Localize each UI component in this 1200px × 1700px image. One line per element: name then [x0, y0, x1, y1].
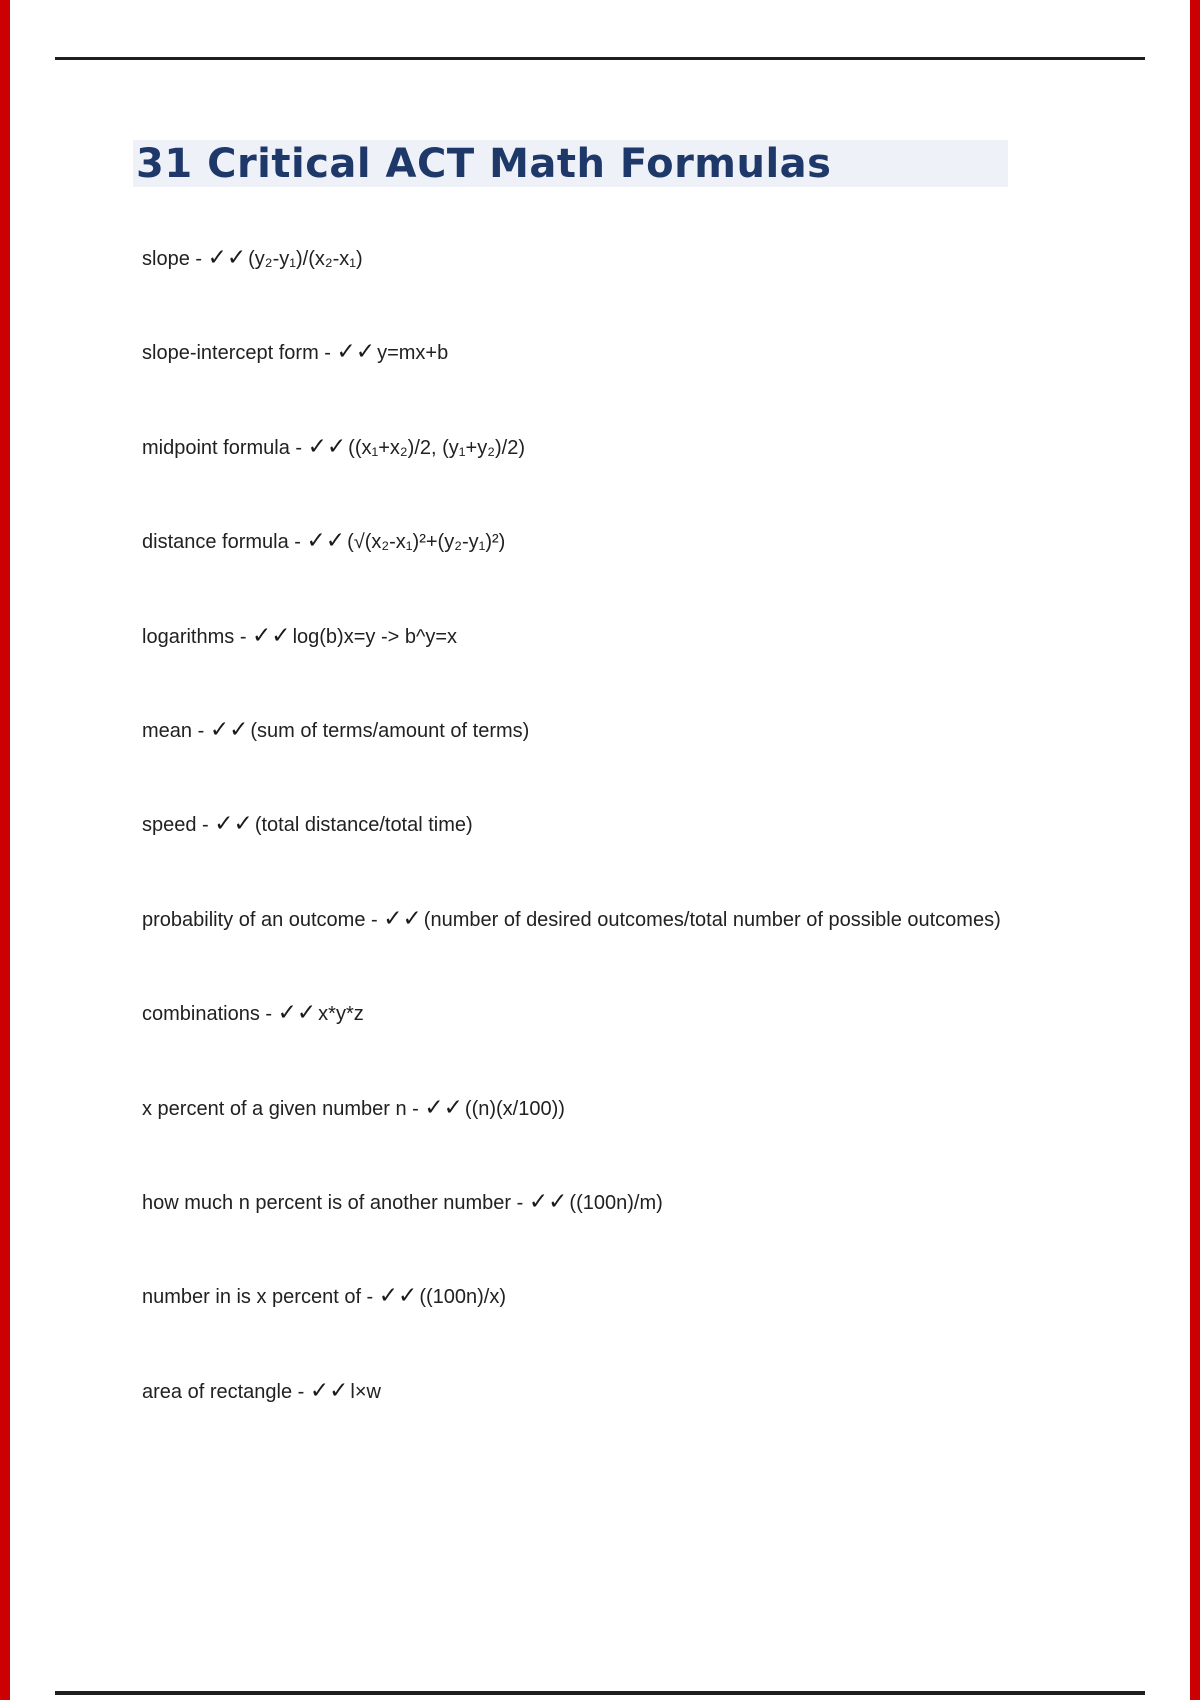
checkmark-icons: ✓✓: [378, 1283, 418, 1310]
formula-term: number in is x percent of -: [142, 1286, 379, 1309]
formula-definition: l×w: [350, 1380, 381, 1403]
checkmark-icons: ✓✓: [306, 528, 346, 555]
formula-term: how much n percent is of another number -: [142, 1192, 529, 1214]
formula-definition: (total distance/total time): [254, 814, 473, 837]
formula-line: [142, 1284, 506, 1308]
formula-line: [142, 340, 448, 364]
checkmark-icons: ✓✓: [207, 245, 247, 271]
formula-definition: ((n)(x/100)): [464, 1097, 565, 1120]
checkmark-icons: ✓✓: [309, 1377, 349, 1404]
formula-line: [142, 907, 1001, 931]
formula-line: [142, 812, 473, 836]
formula-definition: x*y*z: [318, 1003, 364, 1026]
formula-term: area of rectangle -: [142, 1380, 310, 1403]
checkmark-icons: ✓✓: [424, 1094, 463, 1121]
checkmark-icons: ✓✓: [336, 339, 376, 366]
formula-definition: y=mx+b: [377, 342, 449, 365]
formula-term: x percent of a given number n -: [142, 1097, 425, 1120]
formula-definition: ((100n)/x): [419, 1286, 507, 1309]
formula-term: slope-intercept form -: [142, 342, 337, 365]
formula-term: mean -: [142, 720, 210, 742]
formula-term: distance formula -: [142, 531, 307, 554]
formula-term: combinations -: [142, 1003, 278, 1026]
formula-definition: (√(x₂-x₁)²+(y₂-y₁)²): [347, 531, 506, 554]
checkmark-icons: ✓✓: [307, 433, 347, 460]
formula-definition: ((x₁+x₂)/2, (y₁+y₂)/2): [348, 436, 525, 459]
formula-line: [142, 1001, 364, 1025]
formula-line: [142, 246, 363, 270]
formula-line: [142, 1096, 565, 1120]
formula-definition: (number of desired outcomes/total number of possible outcomes): [423, 908, 1001, 931]
formula-term: speed -: [142, 814, 215, 837]
formula-line: [142, 1379, 381, 1403]
page-title: 31 Critical ACT Math Formulas: [136, 140, 832, 187]
formula-term: slope -: [142, 248, 208, 270]
formula-line: [142, 435, 525, 459]
formula-line: [142, 1190, 663, 1214]
checkmark-icons: ✓✓: [383, 905, 422, 932]
formula-term: logarithms -: [142, 625, 253, 648]
formula-line: [142, 718, 529, 742]
formula-definition: log(b)x=y -> b^y=x: [292, 625, 458, 648]
formula-term: probability of an outcome -: [142, 908, 384, 931]
formula-term: midpoint formula -: [142, 436, 308, 459]
checkmark-icons: ✓✓: [528, 1189, 568, 1215]
checkmark-icons: ✓✓: [214, 811, 253, 838]
checkmark-icons: ✓✓: [209, 717, 249, 743]
formula-definition: (y₂-y₁)/(x₂-x₁): [248, 248, 363, 270]
checkmark-icons: ✓✓: [252, 622, 291, 649]
formula-line: [142, 529, 505, 553]
formula-definition: (sum of terms/amount of terms): [250, 720, 530, 742]
checkmark-icons: ✓✓: [277, 1000, 317, 1027]
formula-definition: ((100n)/m): [569, 1192, 663, 1214]
formula-line: [142, 624, 457, 648]
